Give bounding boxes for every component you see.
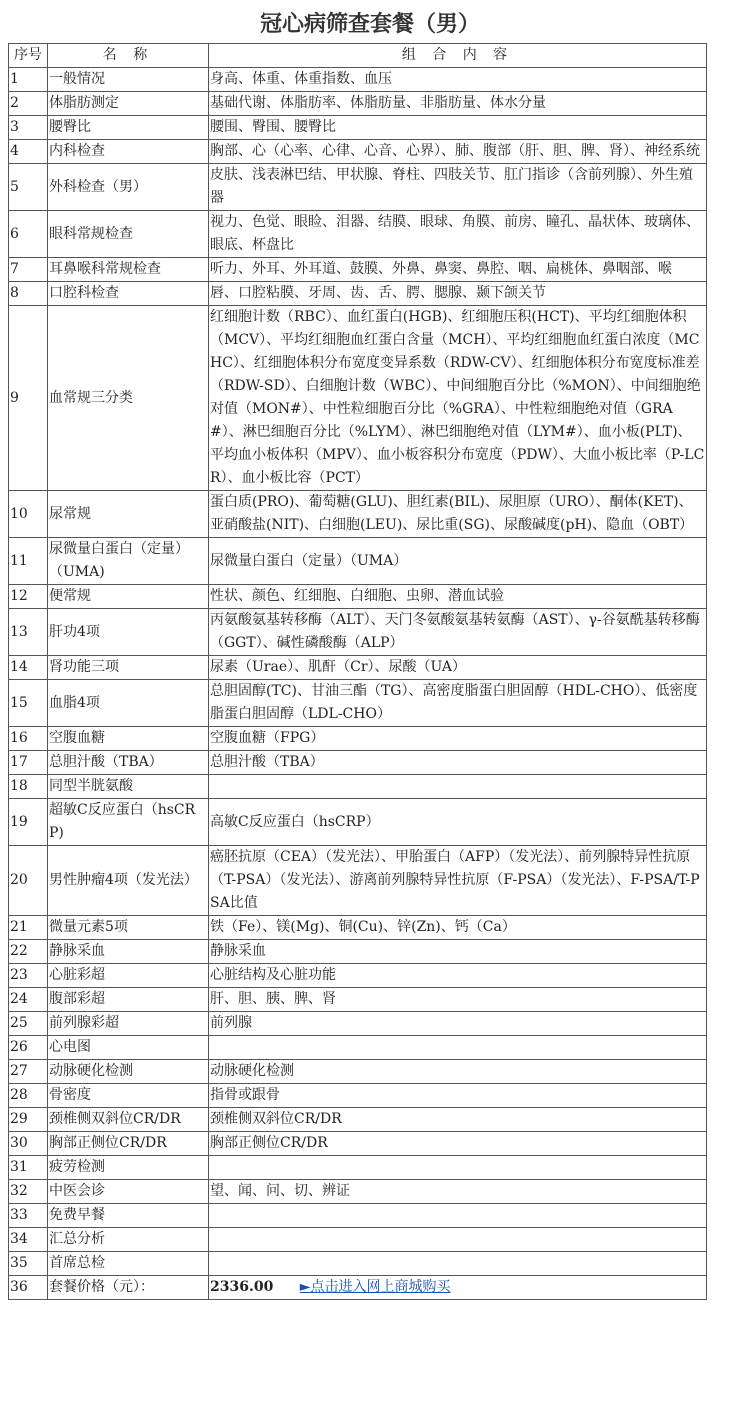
row-no: 8 [9, 282, 48, 306]
table-row [9, 1060, 707, 1084]
row-content: 颈椎侧双斜位CR/DR [209, 1108, 707, 1132]
table-row [9, 988, 707, 1012]
package-table [8, 43, 707, 1300]
row-content [209, 1156, 707, 1180]
table-row [9, 68, 707, 92]
row-name: 胸部正侧位CR/DR [48, 1132, 209, 1156]
table-row [9, 211, 707, 258]
row-no: 25 [9, 1012, 48, 1036]
row-no: 19 [9, 799, 48, 846]
row-name: 肾功能三项 [48, 656, 209, 680]
row-no: 22 [9, 940, 48, 964]
table-row [9, 1012, 707, 1036]
row-name: 超敏C反应蛋白（hsCRP) [48, 799, 209, 846]
row-name: 腹部彩超 [48, 988, 209, 1012]
row-name: 颈椎侧双斜位CR/DR [48, 1108, 209, 1132]
row-content: 静脉采血 [209, 940, 707, 964]
table-row [9, 1036, 707, 1060]
row-name: 同型半胱氨酸 [48, 775, 209, 799]
row-no: 12 [9, 585, 48, 609]
row-name: 尿常规 [48, 491, 209, 538]
row-name: 便常规 [48, 585, 209, 609]
table-row [9, 609, 707, 656]
row-name: 免费早餐 [48, 1204, 209, 1228]
row-no: 11 [9, 538, 48, 585]
row-name: 静脉采血 [48, 940, 209, 964]
table-row [9, 1132, 707, 1156]
table-row [9, 940, 707, 964]
page-title: 冠心病筛查套餐（男） [259, 11, 480, 37]
table-row [9, 1228, 707, 1252]
row-no: 3 [9, 116, 48, 140]
row-content: 性状、颜色、红细胞、白细胞、虫卵、潜血试验 [209, 585, 707, 609]
row-no: 33 [9, 1204, 48, 1228]
row-content: 丙氨酸氨基转移酶（ALT）、天门冬氨酸氨基转氨酶（AST）、γ-谷氨酰基转移酶（GGT）、碱性磷酸酶（ALP） [209, 609, 707, 656]
table-row [9, 538, 707, 585]
row-content: 胸部正侧位CR/DR [209, 1132, 707, 1156]
table-row [9, 282, 707, 306]
row-no: 18 [9, 775, 48, 799]
table-row [9, 964, 707, 988]
row-content: 唇、口腔粘膜、牙周、齿、舌、腭、腮腺、颞下颌关节 [209, 282, 707, 306]
row-no: 5 [9, 164, 48, 211]
table-row [9, 1108, 707, 1132]
row-no: 21 [9, 916, 48, 940]
row-name: 骨密度 [48, 1084, 209, 1108]
row-content: 红细胞计数（RBC）、血红蛋白(HGB)、红细胞压积(HCT)、平均红细胞体积（MCV）、平均红细胞血红蛋白含量（MCH）、平均红细胞血红蛋白浓度（MCHC）、红细胞体积分布宽度变异系数（RDW-CV）、红细胞体积分布宽度标准差（RDW-SD）、白细胞计数（WBC）、中间细胞百分比（%MON）、中间细胞绝对值（MON#）、中性粒细胞百分比（%GRA）、中性粒细胞绝对值（GRA#）、淋巴细胞百分比（%LYM）、淋巴细胞绝对值（LYM#）、血小板(PLT)、平均血小板体积（MPV）、血小板容积分布宽度（PDW）、大血小板比率（P-LCR）、血小板比容（PCT） [209, 306, 707, 491]
row-content: 前列腺 [209, 1012, 707, 1036]
row-no: 31 [9, 1156, 48, 1180]
price-label: 套餐价格（元）： [48, 1276, 209, 1300]
row-no: 30 [9, 1132, 48, 1156]
row-name: 一般情况 [48, 68, 209, 92]
row-name: 总胆汁酸（TBA） [48, 751, 209, 775]
table-row [9, 164, 707, 211]
row-name: 疲劳检测 [48, 1156, 209, 1180]
table-body [9, 68, 707, 1276]
row-name: 前列腺彩超 [48, 1012, 209, 1036]
row-content: 总胆汁酸（TBA） [209, 751, 707, 775]
row-content: 望、闻、问、切、辨证 [209, 1180, 707, 1204]
row-name: 尿微量白蛋白（定量）（UMA) [48, 538, 209, 585]
row-content: 空腹血糖（FPG） [209, 727, 707, 751]
row-no: 15 [9, 680, 48, 727]
table-row [9, 92, 707, 116]
row-name: 心脏彩超 [48, 964, 209, 988]
table-row [9, 306, 707, 491]
row-content: 胸部、心（心率、心律、心音、心界）、肺、腹部（肝、胆、脾、肾）、神经系统 [209, 140, 707, 164]
table-row [9, 680, 707, 727]
row-no: 29 [9, 1108, 48, 1132]
row-content: 癌胚抗原（CEA）（发光法）、甲胎蛋白（AFP）（发光法）、前列腺特异性抗原（T-PSA）（发光法）、游离前列腺特异性抗原（F-PSA）（发光法）、F-PSA/T-PSA比值 [209, 846, 707, 916]
table-row [9, 1252, 707, 1276]
row-name: 男性肿瘤4项（发光法） [48, 846, 209, 916]
row-name: 动脉硬化检测 [48, 1060, 209, 1084]
row-no: 9 [9, 306, 48, 491]
header-name: 名 称 [48, 44, 209, 68]
row-content: 心脏结构及心脏功能 [209, 964, 707, 988]
row-name: 心电图 [48, 1036, 209, 1060]
price-value: 2336.00 [210, 1279, 274, 1295]
row-name: 口腔科检查 [48, 282, 209, 306]
table-row [9, 916, 707, 940]
row-content [209, 1228, 707, 1252]
buy-link[interactable]: ►点击进入网上商城购买 [299, 1279, 451, 1295]
row-content: 高敏C反应蛋白（hsCRP） [209, 799, 707, 846]
row-no: 14 [9, 656, 48, 680]
row-no: 4 [9, 140, 48, 164]
row-content: 蛋白质(PRO)、葡萄糖(GLU)、胆红素(BIL)、尿胆原（URO）、酮体(KET)、亚硝酸盐(NIT)、白细胞(LEU)、尿比重(SG)、尿酸碱度(pH)、隐血（OBT） [209, 491, 707, 538]
table-row [9, 775, 707, 799]
row-no: 24 [9, 988, 48, 1012]
row-no: 1 [9, 68, 48, 92]
row-name: 耳鼻喉科常规检查 [48, 258, 209, 282]
row-name: 汇总分析 [48, 1228, 209, 1252]
row-name: 首席总检 [48, 1252, 209, 1276]
row-content: 听力、外耳、外耳道、鼓膜、外鼻、鼻窦、鼻腔、咽、扁桃体、鼻咽部、喉 [209, 258, 707, 282]
table-header-row [9, 44, 707, 68]
row-no: 32 [9, 1180, 48, 1204]
row-content [209, 1036, 707, 1060]
row-no: 10 [9, 491, 48, 538]
row-no: 27 [9, 1060, 48, 1084]
table-row [9, 1180, 707, 1204]
row-no: 16 [9, 727, 48, 751]
row-name: 中医会诊 [48, 1180, 209, 1204]
row-no: 6 [9, 211, 48, 258]
table-row [9, 727, 707, 751]
table-row [9, 258, 707, 282]
row-name: 空腹血糖 [48, 727, 209, 751]
row-content [209, 1204, 707, 1228]
row-name: 眼科常规检查 [48, 211, 209, 258]
row-no: 7 [9, 258, 48, 282]
table-row [9, 751, 707, 775]
row-no: 23 [9, 964, 48, 988]
row-content: 铁（Fe）、镁(Mg)、铜(Cu)、锌(Zn)、钙（Ca） [209, 916, 707, 940]
table-row [9, 799, 707, 846]
price-cell [209, 1276, 707, 1300]
row-content: 视力、色觉、眼睑、泪器、结膜、眼球、角膜、前房、瞳孔、晶状体、玻璃体、眼底、杯盘比 [209, 211, 707, 258]
row-content: 尿素（Urae）、肌酐（Cr）、尿酸（UA） [209, 656, 707, 680]
row-content: 身高、体重、体重指数、血压 [209, 68, 707, 92]
row-name: 肝功4项 [48, 609, 209, 656]
row-content: 尿微量白蛋白（定量）（UMA） [209, 538, 707, 585]
row-no: 34 [9, 1228, 48, 1252]
row-content: 腰围、臀围、腰臀比 [209, 116, 707, 140]
row-content [209, 775, 707, 799]
table-row [9, 846, 707, 916]
row-content [209, 1252, 707, 1276]
row-no: 20 [9, 846, 48, 916]
table-row [9, 656, 707, 680]
row-no: 13 [9, 609, 48, 656]
row-name: 血常规三分类 [48, 306, 209, 491]
header-content: 组 合 内 容 [209, 44, 707, 68]
table-row [9, 140, 707, 164]
table-row [9, 1084, 707, 1108]
table-row [9, 116, 707, 140]
table-row [9, 491, 707, 538]
row-no: 28 [9, 1084, 48, 1108]
row-name: 血脂4项 [48, 680, 209, 727]
row-content: 动脉硬化检测 [209, 1060, 707, 1084]
price-row-no: 36 [9, 1276, 48, 1300]
row-content: 皮肤、浅表淋巴结、甲状腺、脊柱、四肢关节、肛门指诊（含前列腺）、外生殖器 [209, 164, 707, 211]
row-content: 指骨或跟骨 [209, 1084, 707, 1108]
row-no: 35 [9, 1252, 48, 1276]
row-content: 肝、胆、胰、脾、肾 [209, 988, 707, 1012]
row-name: 外科检查（男） [48, 164, 209, 211]
row-name: 内科检查 [48, 140, 209, 164]
row-name: 腰臀比 [48, 116, 209, 140]
row-content: 基础代谢、体脂肪率、体脂肪量、非脂肪量、体水分量 [209, 92, 707, 116]
row-name: 体脂肪测定 [48, 92, 209, 116]
row-name: 微量元素5项 [48, 916, 209, 940]
row-no: 26 [9, 1036, 48, 1060]
table-row [9, 585, 707, 609]
table-row [9, 1156, 707, 1180]
row-no: 17 [9, 751, 48, 775]
row-no: 2 [9, 92, 48, 116]
row-content: 总胆固醇(TC)、甘油三酯（TG）、高密度脂蛋白胆固醇（HDL-CHO）、低密度脂蛋白胆固醇（LDL-CHO） [209, 680, 707, 727]
price-row [9, 1276, 707, 1300]
table-row [9, 1204, 707, 1228]
header-no: 序号 [9, 44, 48, 68]
